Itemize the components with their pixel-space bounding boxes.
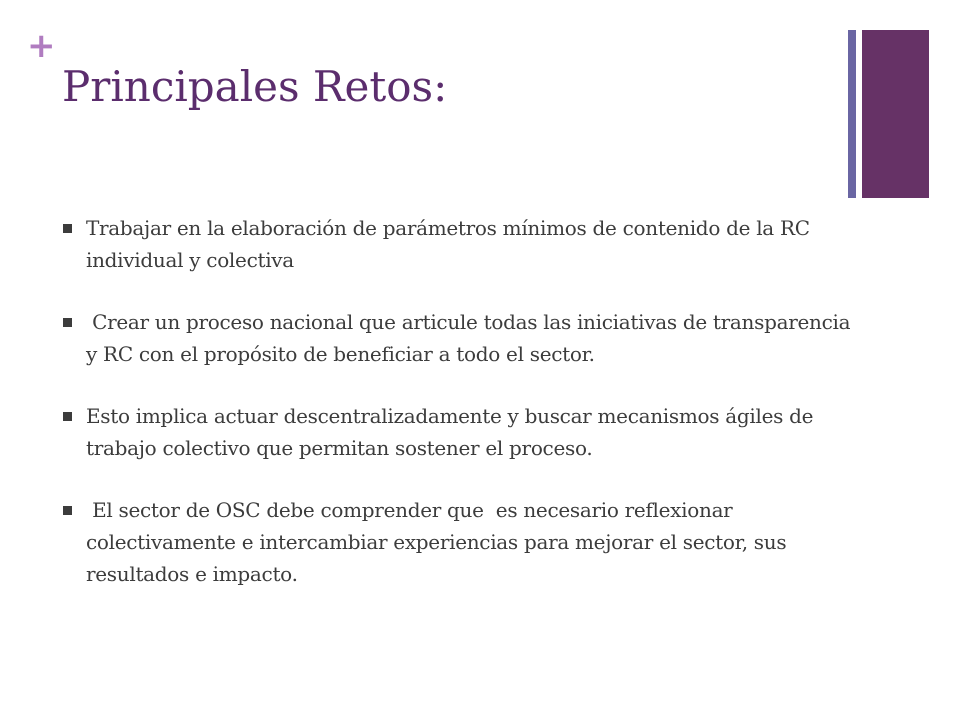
bullet-text: Esto implica actuar descentralizadamente y buscar mecanismos ágiles de trabajo colectivo que permitan sostener el proceso. — [86, 404, 820, 460]
plus-icon: + — [27, 26, 56, 66]
square-bullet-icon — [63, 224, 72, 233]
bullet-text: El sector de OSC debe comprender que es necesario reflexionar colectivamente e intercambiar experiencias para mejorar el sector, sus resultados e impacto. — [86, 498, 793, 586]
square-bullet-icon — [63, 506, 72, 515]
square-bullet-icon — [63, 412, 72, 421]
accent-bar-wide — [862, 30, 929, 198]
bullet-item — [62, 306, 857, 370]
bullet-text: Trabajar en la elaboración de parámetros mínimos de contenido de la RC individual y colectiva — [86, 216, 816, 272]
bullet-text: Crear un proceso nacional que articule todas las iniciativas de transparencia y RC con el propósito de beneficiar a todo el sector. — [86, 310, 857, 366]
bullet-item — [62, 212, 852, 276]
accent-bar-thin — [848, 30, 856, 198]
square-bullet-icon — [63, 318, 72, 327]
slide-title: Principales Retos: — [62, 62, 448, 111]
bullet-item — [62, 400, 852, 464]
bullet-item — [62, 494, 852, 590]
bullet-list — [62, 212, 857, 620]
